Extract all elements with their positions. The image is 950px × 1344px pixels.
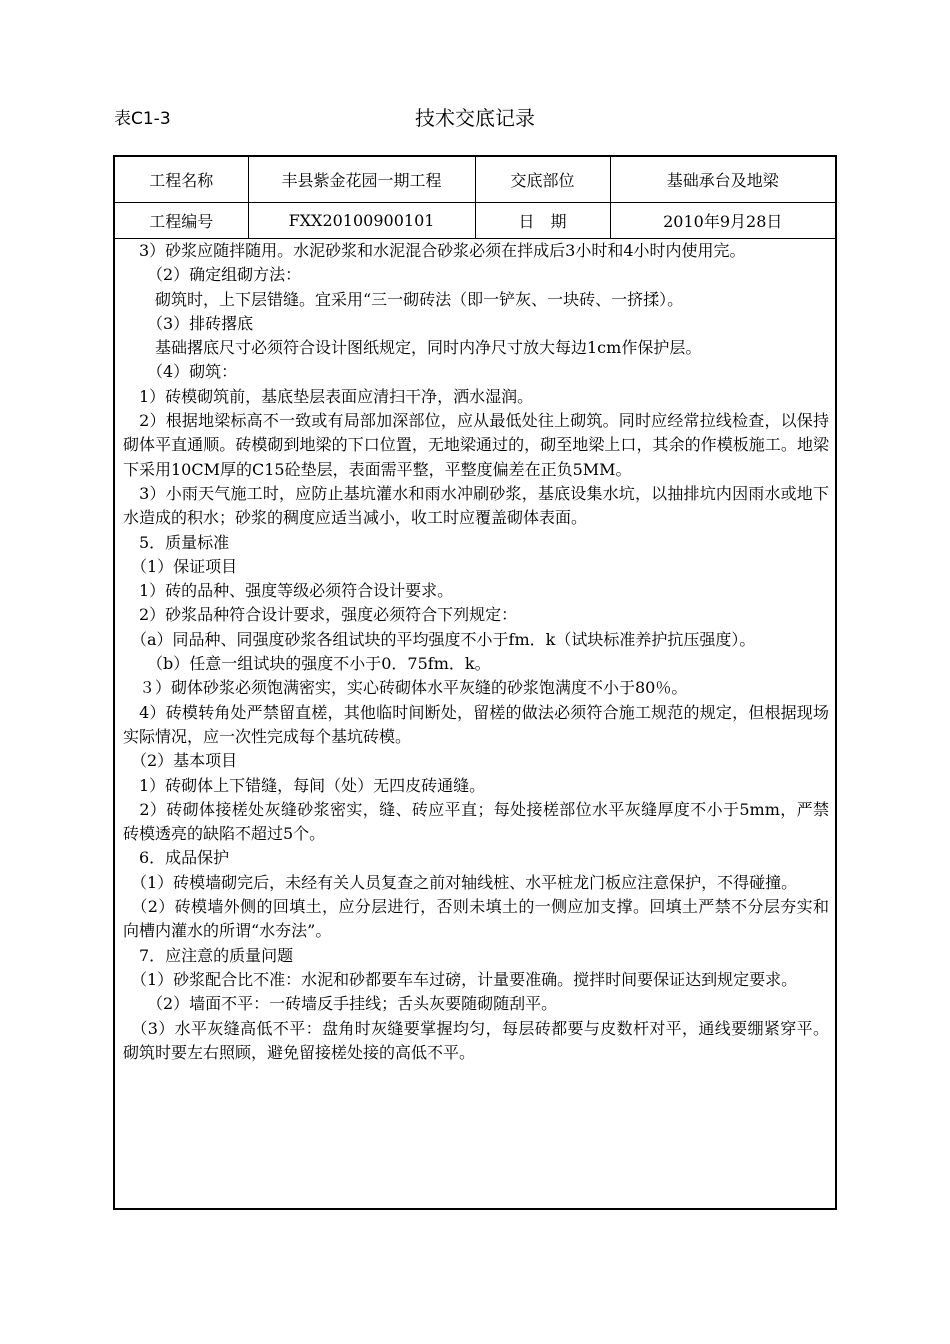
content-paragraph: 3）砂浆应随拌随用。水泥砂浆和水泥混合砂浆必须在拌成后3小时和4小时内使用完。 (123, 241, 746, 260)
content-paragraph: 2）砖砌体接槎处灰缝砂浆密实，缝、砖应平直；每处接槎部位水平灰缝厚度不小于5mm，严禁砖模透亮的缺陷不超过5个。 (123, 799, 829, 844)
content-paragraph: （3）水平灰缝高低不平：盘角时灰缝要掌握均匀，每层砖都要与皮数杆对平，通线要绷紧穿平。砌筑时要左右照顾，避免留接槎处接的高低不平。 (123, 1018, 829, 1062)
date-value: 2010年9月28日 (610, 203, 835, 239)
disclosure-content (123, 239, 829, 1065)
info-row-project (115, 157, 835, 203)
content-paragraph: （a）同品种、同强度砂浆各组试块的平均强度不小于fm．k（试块标准养护抗压强度）。 (123, 629, 756, 649)
content-paragraph: （4）砌筑： (123, 362, 238, 382)
content-paragraph: 1）砖砌体上下错缝，每间（处）无四皮砖通缝。 (123, 775, 486, 795)
content-paragraph: ３）砌体砂浆必须饱满密实，实心砖砌体水平灰缝的砂浆饱满度不小于80％。 (123, 678, 688, 698)
content-paragraph: 2）砂浆品种符合设计要求，强度必须符合下列规定： (123, 605, 518, 625)
project-name-label: 工程名称 (115, 157, 248, 203)
record-frame (113, 155, 837, 1210)
location-value: 基础承台及地梁 (610, 157, 835, 203)
content-paragraph: （1）砖模墙砌完后，未经有关人员复查之前对轴线桩、水平桩龙门板应注意保护，不得碰撞。 (123, 872, 798, 892)
content-paragraph: （b）任意一组试块的强度不小于0．75fm．k。 (123, 654, 491, 674)
date-label: 日 期 (475, 203, 610, 239)
content-paragraph: （3）排砖撂底 (123, 313, 254, 333)
project-no-value: FXX20100900101 (248, 203, 475, 239)
content-paragraph: 6．成品保护 (123, 848, 230, 868)
content-paragraph: （1）砂浆配合比不准：水泥和砂都要车车过磅，计量要准确。搅拌时间要保证达到规定要求。 (123, 969, 798, 989)
content-paragraph: 砌筑时，上下层错缝。宜采用“三一砌砖法（即一铲灰、一块砖、一挤揉）。 (123, 289, 684, 309)
info-table (115, 157, 835, 239)
content-paragraph: 5．质量标准 (123, 532, 230, 552)
content-paragraph: 7．应注意的质量问题 (123, 945, 294, 965)
content-paragraph: 4）砖模转角处严禁留直槎，其他临时间断处，留槎的做法必须符合施工规范的规定，但根据现场实际情况，应一次性完成每个基坑砖模。 (123, 702, 829, 746)
location-label: 交底部位 (475, 157, 610, 203)
content-paragraph: （2）基本项目 (123, 751, 238, 771)
project-name-value: 丰县紫金花园一期工程 (248, 157, 475, 203)
form-code: 表C1-3 (114, 109, 171, 129)
content-paragraph: 3）小雨天气施工时，应防止基坑灌水和雨水冲刷砂浆，基底设集水坑，以抽排坑内因雨水或地下水造成的积水；砂浆的稠度应适当减小，收工时应覆盖砌体表面。 (123, 483, 829, 528)
content-paragraph: （2）砖模墙外侧的回填土，应分层进行，否则未填土的一侧应加支撑。回填土严禁不分层夯实和向槽内灌水的所谓“水夯法”。 (123, 897, 829, 941)
content-paragraph: （1）保证项目 (123, 556, 238, 576)
content-paragraph: 1）砖模砌筑前，基底垫层表面应清扫干净，洒水湿润。 (123, 386, 534, 406)
document-title: 技术交底记录 (415, 106, 535, 130)
project-no-label: 工程编号 (115, 203, 248, 239)
content-paragraph: 1）砖的品种、强度等级必须符合设计要求。 (123, 581, 454, 601)
info-row-number (115, 203, 835, 239)
content-paragraph: （2）墙面不平：一砖墙反手挂线；舌头灰要随砌随刮平。 (123, 994, 558, 1014)
content-paragraph: （2）确定组砌方法： (123, 265, 302, 285)
content-paragraph: 2）根据地梁标高不一致或有局部加深部位，应从最低处往上砌筑。同时应经常拉线检查，以保持砌体平直通顺。砖模砌到地梁的下口位置，无地梁通过的，砌至地梁上口，其余的作模板施工。地梁下采用10CM厚的C15砼垫层，表面需平整，平整度偏差在正负5MM。 (123, 411, 829, 479)
content-paragraph: 基础撂底尺寸必须符合设计图纸规定，同时内净尺寸放大每边1cm作保护层。 (123, 338, 702, 358)
